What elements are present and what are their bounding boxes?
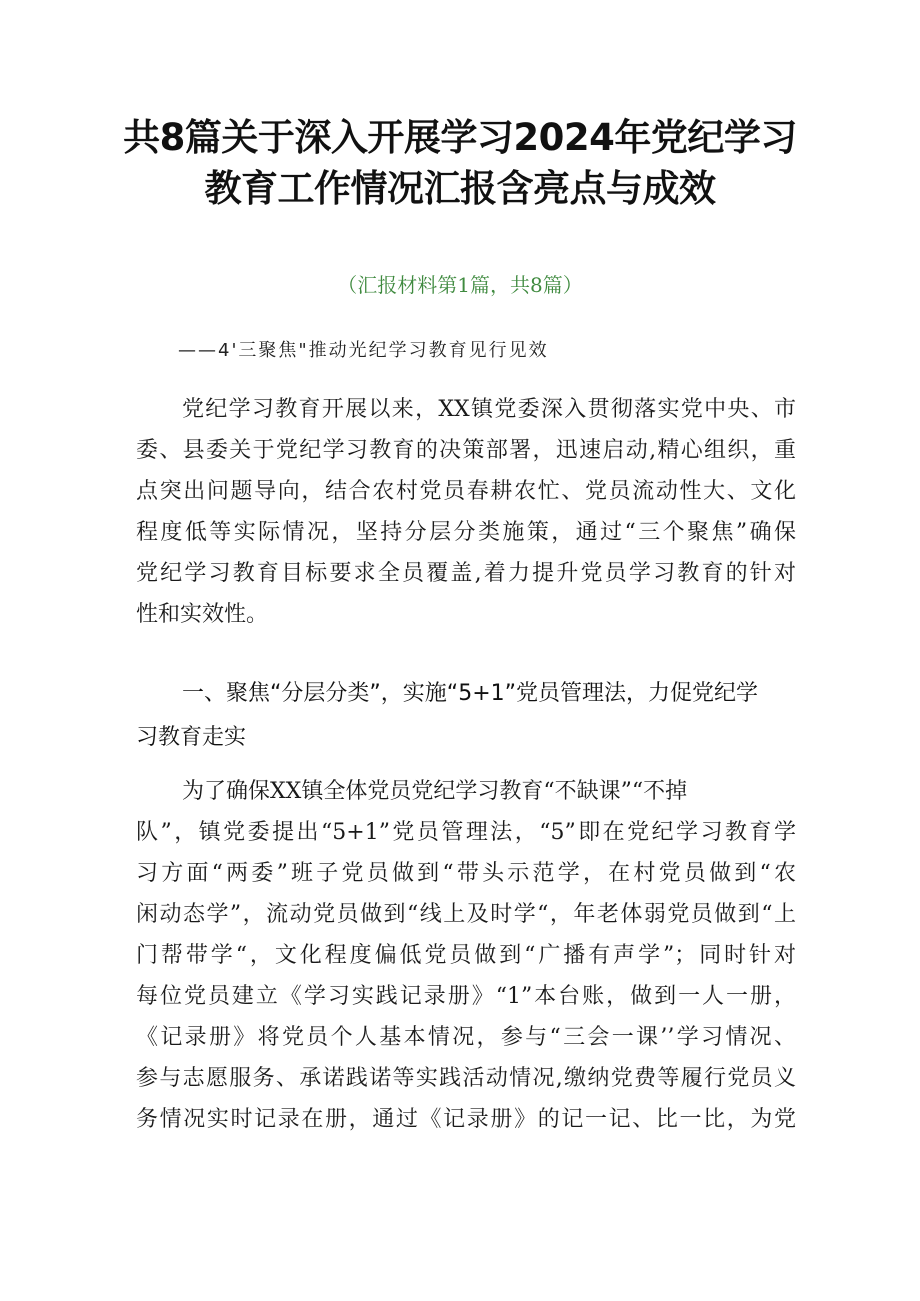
paragraph-line: 门帮带学“，文化程度偏低党员做到“广播有声学”；同时针对 bbox=[136, 943, 796, 968]
paragraph-line: 点突出问题导向，结合农村党员春耕农忙、党员流动性大、文化 bbox=[136, 479, 796, 504]
paragraph-line: 为了确保XX镇全体党员党纪学习教育“不缺课”“不掉 bbox=[182, 779, 688, 804]
heading-line: 一、聚焦“分层分类”，实施“5+1”党员管理法，力促党纪学 bbox=[182, 681, 759, 706]
paragraph-line: 程度低等实际情况，坚持分层分类施策，通过“三个聚焦”确保 bbox=[136, 520, 796, 545]
document-title-line-1: 共8篇关于深入开展学习2024年党纪学习 bbox=[123, 116, 797, 159]
section-heading-1 bbox=[136, 672, 796, 760]
paragraph-line: 性和实效性。 bbox=[136, 602, 269, 627]
heading-line: 习教育走实 bbox=[136, 725, 247, 750]
paragraph-line: 每位党员建立《学习实践记录册》“1”本台账，做到一人一册， bbox=[136, 984, 796, 1009]
document-subtitle: （汇报材料第1篇，共8篇） bbox=[337, 273, 583, 297]
paragraph-line: 党纪学习教育开展以来，XX镇党委深入贯彻落实党中央、市 bbox=[182, 397, 796, 422]
paragraph-line: 委、县委关于党纪学习教育的决策部署，迅速启动,精心组织，重 bbox=[136, 438, 796, 463]
paragraph-line: 参与志愿服务、承诺践诺等实践活动情况,缴纳党费等履行党员义 bbox=[136, 1066, 796, 1091]
paragraph-line: 务情况实时记录在册，通过《记录册》的记一记、比一比，为党 bbox=[136, 1107, 796, 1132]
paragraph-line: 习方面“两委”班子党员做到“带头示范学，在村党员做到“农 bbox=[136, 861, 796, 886]
document-tagline: ——4'三聚焦"推动光纪学习教育见行见效 bbox=[178, 340, 549, 361]
paragraph-section-1 bbox=[136, 771, 796, 1140]
paragraph-intro bbox=[136, 389, 796, 635]
paragraph-line: 党纪学习教育目标要求全员覆盖,着力提升党员学习教育的针对 bbox=[136, 561, 796, 586]
document-title-line-2: 教育工作情况汇报含亮点与成效 bbox=[204, 167, 716, 210]
paragraph-line: 队”，镇党委提出“5+1”党员管理法，“5”即在党纪学习教育学 bbox=[136, 820, 796, 845]
paragraph-line: 《记录册》将党员个人基本情况，参与“三会一课’’学习情况、 bbox=[136, 1025, 796, 1050]
paragraph-line: 闲动态学”，流动党员做到“线上及时学“，年老体弱党员做到“上 bbox=[136, 902, 796, 927]
